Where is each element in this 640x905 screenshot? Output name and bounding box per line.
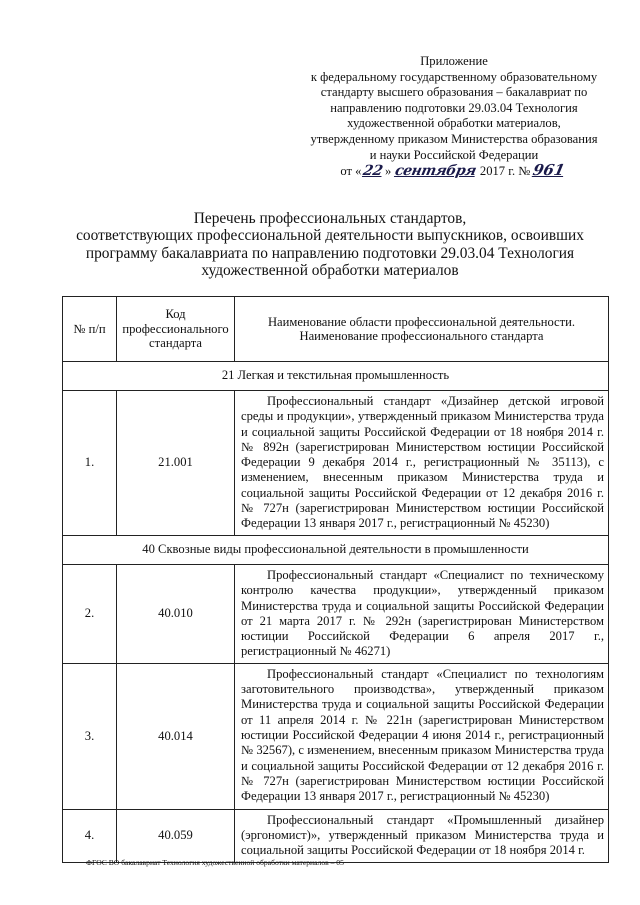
appendix-line: стандарту высшего образования – бакалавриат по: [320, 85, 588, 100]
header-num: № п/п: [63, 297, 117, 362]
row-code: 40.010: [117, 565, 235, 664]
row-description: [235, 809, 609, 862]
title-line: соответствующих профессиональной деятельности выпускников, освоивших: [76, 227, 584, 245]
header-name-line: Наименование профессионального стандарта: [299, 329, 544, 343]
row-num: 1.: [63, 391, 117, 536]
row-num: 2.: [63, 565, 117, 664]
row-description-text: Профессиональный стандарт «Специалист по техническому контролю качества продукции», утвержденный приказом Министерства труда и социальной защиты Российской Федерации от 21 марта 2017 г. № 292н (зарегистрирован Министерством юстиции Российской Федерации 6 апреля 2017 г., регистрационный № 46271): [241, 568, 604, 659]
header-code-line: стандарта: [149, 336, 202, 351]
section-title: 40 Сквозные виды профессиональной деятельности в промышленности: [63, 536, 609, 565]
handwritten-order-number: 961: [531, 161, 567, 180]
handwritten-day: 22: [361, 163, 385, 180]
appendix-header: [296, 54, 612, 180]
document-title: [70, 210, 590, 280]
title-line: художественной обработки материалов: [201, 262, 459, 280]
appendix-line: и науки Российской Федерации: [369, 147, 539, 162]
row-code: 40.014: [117, 663, 235, 809]
date-prefix: от «: [340, 164, 362, 179]
standards-table: [62, 296, 609, 863]
title-line: Перечень профессиональных стандартов,: [193, 210, 467, 227]
row-code: 40.059: [117, 809, 235, 862]
header-name-line: Наименование области профессиональной деятельности.: [267, 314, 576, 329]
table-row: [63, 663, 609, 809]
appendix-line: направлению подготовки 29.03.04 Технология: [330, 100, 578, 115]
page-footer: ФГОС ВО бакалавриат Технология художественной обработки материалов – 05: [86, 858, 344, 867]
title-line: программу бакалавриата по направлению подготовки 29.03.04 Технология: [85, 244, 575, 262]
row-num: 4.: [63, 809, 117, 862]
row-description: [235, 663, 609, 809]
handwritten-month: сентября: [393, 163, 478, 180]
header-code-line: Код: [165, 307, 186, 322]
table-row: [63, 565, 609, 664]
order-date-line: [296, 163, 612, 180]
table-header-row: [63, 297, 609, 362]
row-description: [235, 391, 609, 536]
appendix-line: к федеральному государственному образовательному: [310, 69, 598, 84]
appendix-line: Приложение: [420, 54, 488, 68]
section-row: [63, 362, 609, 391]
appendix-line: утвержденному приказом Министерства образования: [310, 131, 598, 146]
row-num: 3.: [63, 663, 117, 809]
row-code: 21.001: [117, 391, 235, 536]
date-mid: »: [384, 164, 392, 179]
section-row: [63, 536, 609, 565]
table-row: [63, 391, 609, 536]
header-name: [235, 297, 609, 362]
section-title: 21 Легкая и текстильная промышленность: [63, 362, 609, 391]
row-description-text: Профессиональный стандарт «Дизайнер детской игровой среды и продукции», утвержденный приказом Министерства труда и социальной защиты Российской Федерации от 18 ноября 2014 г. № 892н (зарегистрирован Министерством юстиции Российской Федерации 9 декабря 2014 г., регистрационный № 35113), с изменением, внесенным приказом Министерства труда и социальной защиты Российской Федерации от 12 декабря 2016 г. № 727н (зарегистрирован Министерством юстиции Российской Федерации 13 января 2017 г., регистрационный № 45230): [241, 394, 604, 531]
table-row: [63, 809, 609, 862]
appendix-line: художественной обработки материалов,: [347, 116, 561, 131]
row-description: [235, 565, 609, 664]
header-code: [117, 297, 235, 362]
date-year: 2017 г. №: [479, 164, 531, 179]
header-code-line: профессионального: [122, 321, 229, 336]
row-description-text: Профессиональный стандарт «Промышленный дизайнер (эргономист)», утвержденный приказом Министерства труда и социальной защиты Российской Федерации от 18 ноября 2014 г.: [241, 812, 604, 858]
row-description-text: Профессиональный стандарт «Специалист по технологиям заготовительного производства», утвержденный приказом Министерства труда и социальной защиты Российской Федерации от 11 апреля 2014 г. № 221н (зарегистрирован Министерством юстиции Российской Федерации 4 июня 2014 г., регистрационный № 32567), с изменением, внесенным приказом Министерства труда и социальной защиты Российской Федерации от 12 декабря 2016 г. № 727н (зарегистрирован Министерством юстиции Российской Федерации 13 января 2017 г., регистрационный № 45230): [241, 666, 604, 804]
